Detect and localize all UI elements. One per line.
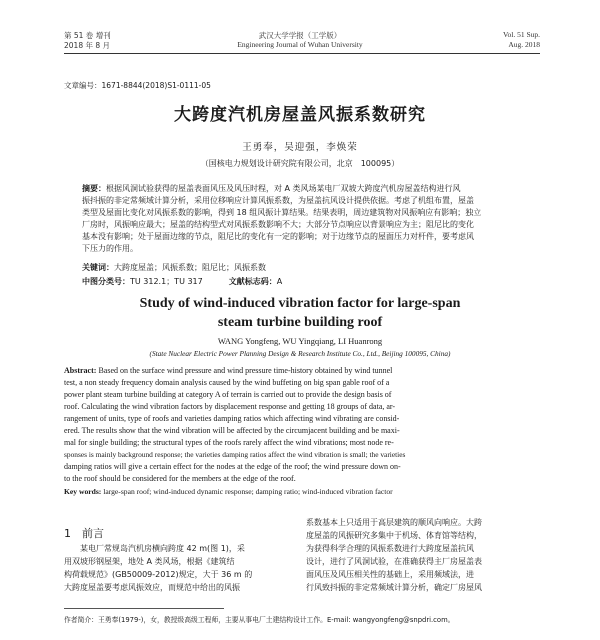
publication-date-en: Aug. 2018 xyxy=(508,40,540,49)
body-line: 系数基本上只适用于高层建筑的顺风向响应。大跨 xyxy=(306,518,482,527)
abstract-cn-line: 类型及屋面比变化对风振系数的影响，得到 18 组风振计算结果。结果表明，周边建筑物对风振响应有影响；独立 xyxy=(82,208,482,217)
body-line: 大跨度屋盖要考虑风振效应，而规范中给出的风振 xyxy=(64,583,240,592)
abstract-en-line: power plant steam turbine building at category A of terrain is carried out to provide the design basis of xyxy=(64,390,392,399)
body-line: 设计，进行了风洞试验，在准确获得主厂房屋盖表 xyxy=(306,557,482,566)
affiliation-en: (State Nuclear Electric Power Planning Design & Research Institute Co., Ltd., Beijing 100095, China) xyxy=(149,349,451,358)
abstract-en-line: sponses is mainly background response; the varieties damping ratios affect the wind vibration is small; the varieties xyxy=(64,450,406,459)
publication-date: 2018 年 8 月 xyxy=(64,41,111,50)
section-heading: 1 前言 xyxy=(64,527,104,540)
abstract-en-line: Abstract: Based on the surface wind pressure and wind pressure time-history obtained by wind tunnel xyxy=(64,366,393,375)
header-rule xyxy=(64,53,540,54)
english-title-line2: steam turbine building roof xyxy=(217,315,383,330)
page-title: 大跨度汽机房屋盖风振系数研究 xyxy=(174,105,426,125)
authors-en: WANG Yongfeng, WU Yingqiang, LI Huanrong xyxy=(217,336,383,346)
abstract-en-label: Abstract: xyxy=(64,366,97,375)
body-line: 某电厂常规岛汽机房横向跨度 42 m(图 1)，采 xyxy=(80,544,245,553)
english-title-line1: Study of wind-induced vibration factor for large-span xyxy=(139,296,461,311)
abstract-en-line: roof. Calculating the wind vibration factors by displacement response and getting 18 groups of data, ar- xyxy=(64,402,396,411)
section1-left-column xyxy=(64,542,298,594)
body-line: 为获得科学合理的风振系数进行大跨度屋盖抗风 xyxy=(306,544,474,553)
journal-title-en: Engineering Journal of Wuhan University xyxy=(237,40,363,49)
volume-issue: 第 51 卷 增刊 xyxy=(64,31,111,40)
clc-label: 中图分类号： xyxy=(82,277,130,286)
article-id: 文章编号：1671-8844(2018)S1-0111-05 xyxy=(64,81,211,90)
abstract-en xyxy=(64,365,540,485)
volume-issue-en: Vol. 51 Sup. xyxy=(503,30,540,39)
body-line: 构荷载规范》(GB50009-2012)规定，大于 36 m 的 xyxy=(64,570,253,579)
abstract-cn-line: 厂房时，风振响应最大；屋盖的结构型式对风振系数影响不大；大部分节点响应以背景响应为主；阻尼比的变化 xyxy=(82,220,474,229)
authors-cn: 王勇奉，吴迎强，李焕荣 xyxy=(242,142,358,153)
keywords-en-label: Key words: xyxy=(64,487,102,496)
body-line: 面风压及风压相关性的基础上，采用频域法，进 xyxy=(306,570,474,579)
abstract-cn-line: 摘要：根据风洞试验获得的屋盖表面风压及风压时程，对 A 类风场某电厂双坡大跨度汽机房屋盖结构进行风 xyxy=(82,184,461,193)
footnote-rule xyxy=(64,608,224,609)
body-line: 用双坡形钢屋架，地处 A 类风场，根据《建筑结 xyxy=(64,557,235,566)
body-line: 行风致抖振的非定常频域计算分析，确定厂房屋风 xyxy=(306,583,482,592)
section1-right-column xyxy=(306,516,540,594)
body-line: 度屋盖的风振研究多集中于机场、体育馆等结构， xyxy=(306,531,482,540)
abstract-cn-line: 下压力的作用。 xyxy=(82,244,138,253)
doc-code-label: 文献标志码： xyxy=(228,277,277,286)
abstract-en-line: mal for single building; the structural types of the roofs rarely affect the wind vibrations; most node re- xyxy=(64,438,394,447)
abstract-en-line: to the roof should be considered for the members at the edge of the roof. xyxy=(64,474,296,483)
author-footnote: 作者简介：王勇奉(1979-)，女，教授级高级工程师，主要从事电厂土建结构设计工作。E-mail: wangyongfeng@snpdri.com。 xyxy=(64,616,455,624)
abstract-cn xyxy=(82,183,522,255)
keywords-cn-label: 关键词： xyxy=(82,263,114,272)
keywords-cn: 关键词：大跨度屋盖；风振系数；阻尼比；风振系数 xyxy=(82,263,266,272)
abstract-cn-line: 振抖振的非定常频域计算分析，采用位移响应计算风振系数，为屋盖抗风设计提供依据。考虑了机组布置，屋盖 xyxy=(82,196,474,205)
clc-number: 中图分类号：TU 312.1；TU 317 文献标志码：A xyxy=(82,277,283,286)
abstract-en-line: damping ratios will give a certain effect for the nodes at the edge of the roof; the wind pressure down on- xyxy=(64,462,401,471)
abstract-cn-label: 摘要： xyxy=(82,184,106,193)
keywords-en: Key words: large-span roof; wind-induced dynamic response; damping ratio; wind-induced vibration factor xyxy=(64,487,393,496)
journal-title-cn: 武汉大学学报（工学版） xyxy=(258,31,342,40)
abstract-en-line: rangement of units, type of roofs and varieties damping ratios which affecting wind vibrating are consid- xyxy=(64,414,400,423)
abstract-cn-line: 基本没有影响；处于屋面边缘的节点，阻尼比的变化有一定的影响；对于边缘节点的屋面压力对杆件，要考虑风 xyxy=(82,232,474,241)
abstract-en-line: ered. The results show that the wind vibration will be affected by the circumjacent building and be maxi- xyxy=(64,426,400,435)
abstract-en-line: test, a non steady frequency domain analysis caused by the wind buffeting on big span gable roof of a xyxy=(64,378,390,387)
affiliation-cn: （国核电力规划设计研究院有限公司，北京 100095） xyxy=(200,159,400,168)
